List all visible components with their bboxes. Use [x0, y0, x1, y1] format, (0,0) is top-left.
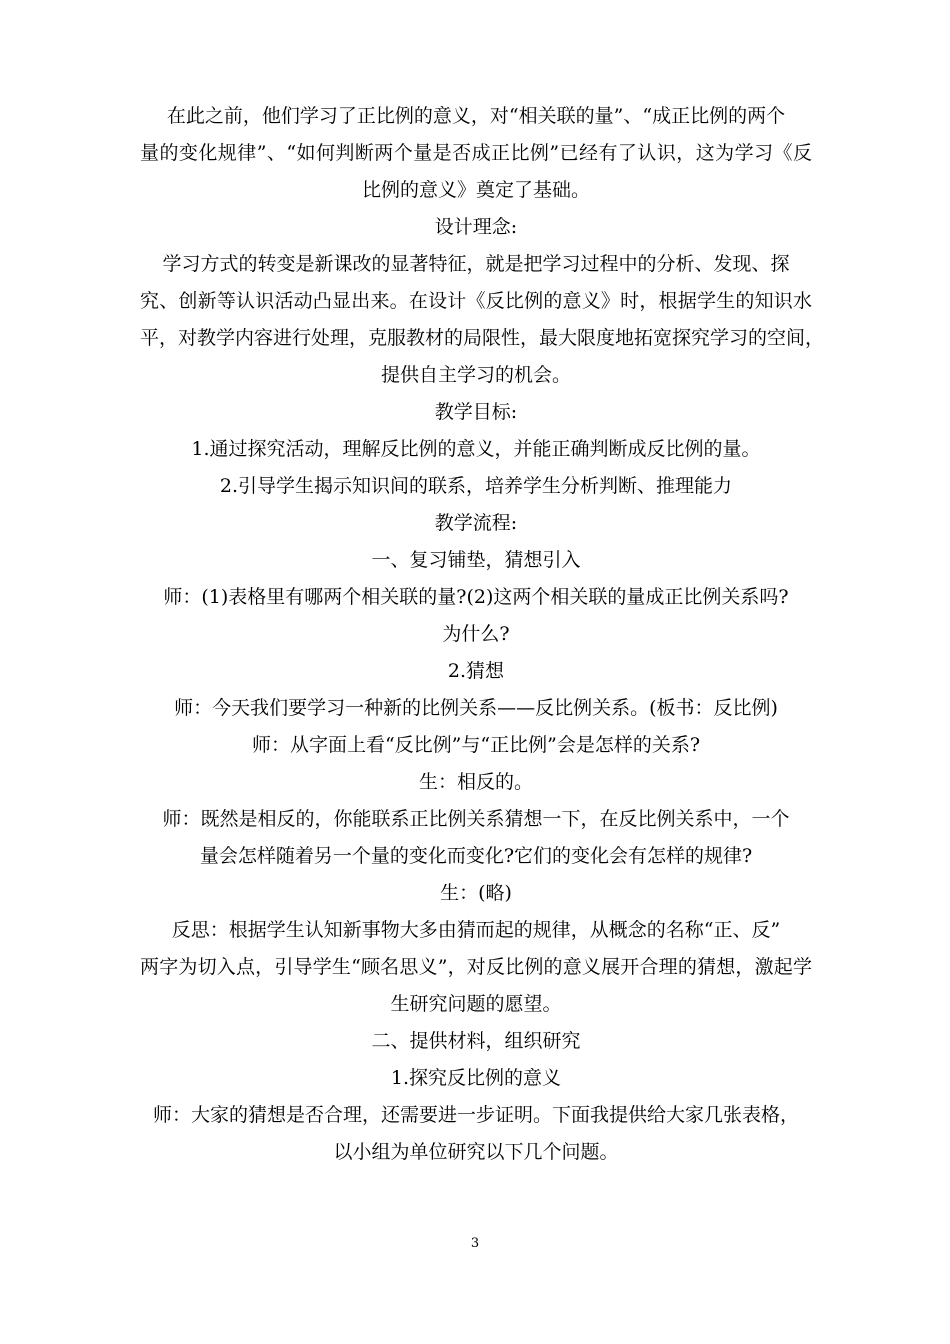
text-line: 以小组为单位研究以下几个问题。 [333, 1141, 619, 1163]
section-heading: 设计理念: [434, 216, 518, 238]
text-line: 生：(略) [440, 882, 512, 904]
text-line: 1.通过探究活动，理解反比例的意义，并能正确判断成反比例的量。 [191, 438, 761, 460]
section-heading: 一、复习铺垫，猜想引入 [371, 549, 581, 571]
text-line: 量会怎样随着另一个量的变化而变化?它们的变化会有怎样的规律? [199, 845, 753, 867]
text-line: 生研究问题的愿望。 [390, 993, 562, 1015]
text-line: 究、创新等认识活动凸显出来。在设计《反比例的意义》时，根据学生的知识水 [140, 290, 812, 312]
section-heading: 1.探究反比例的意义 [390, 1067, 562, 1089]
text-line: 生：相反的。 [418, 771, 533, 793]
text-line: 平，对教学内容进行处理，克服教材的局限性，最大限度地拓宽探究学习的空间， [140, 327, 825, 349]
text-line: 师：大家的猜想是否合理，还需要进一步证明。下面我提供给大家几张表格， [152, 1104, 799, 1126]
section-heading: 2.猜想 [447, 660, 505, 682]
section-heading: 教学流程: [434, 512, 518, 534]
document-body [140, 98, 825, 1171]
text-line: 在此之前，他们学习了正比例的意义，对“相关联的量”、“成正比例的两个 [166, 105, 786, 127]
text-line: 反思：根据学生认知新事物大多由猜而起的规律，从概念的名称“正、反” [171, 919, 781, 941]
text-line: 两字为切入点，引导学生“顾名思义”，对反比例的意义展开合理的猜想，激起学 [140, 956, 812, 978]
text-line: 师：既然是相反的，你能联系正比例关系猜想一下，在反比例关系中，一个 [162, 808, 790, 830]
section-heading: 教学目标: [434, 401, 518, 423]
text-line: 师：(1)表格里有哪两个相关联的量?(2)这两个相关联的量成正比例关系吗? [163, 586, 789, 608]
page-number: 3 [470, 1236, 480, 1251]
text-line: 师：今天我们要学习一种新的比例关系——反比例关系。(板书：反比例) [174, 697, 778, 719]
text-line: 量的变化规律”、“如何判断两个量是否成正比例”已经有了认识，这为学习《反 [140, 142, 812, 164]
text-line: 师：从字面上看“反比例”与“正比例”会是怎样的关系? [251, 734, 701, 756]
section-heading: 二、提供材料，组织研究 [371, 1030, 581, 1052]
text-line: 学习方式的转变是新课改的显著特征，就是把学习过程中的分析、发现、探 [162, 253, 790, 275]
text-line: 为什么? [442, 623, 510, 645]
text-line: 提供自主学习的机会。 [380, 364, 571, 386]
text-line: 比例的意义》奠定了基础。 [361, 179, 590, 201]
text-line: 2.引导学生揭示知识间的联系，培养学生分析判断、推理能力 [219, 475, 733, 497]
